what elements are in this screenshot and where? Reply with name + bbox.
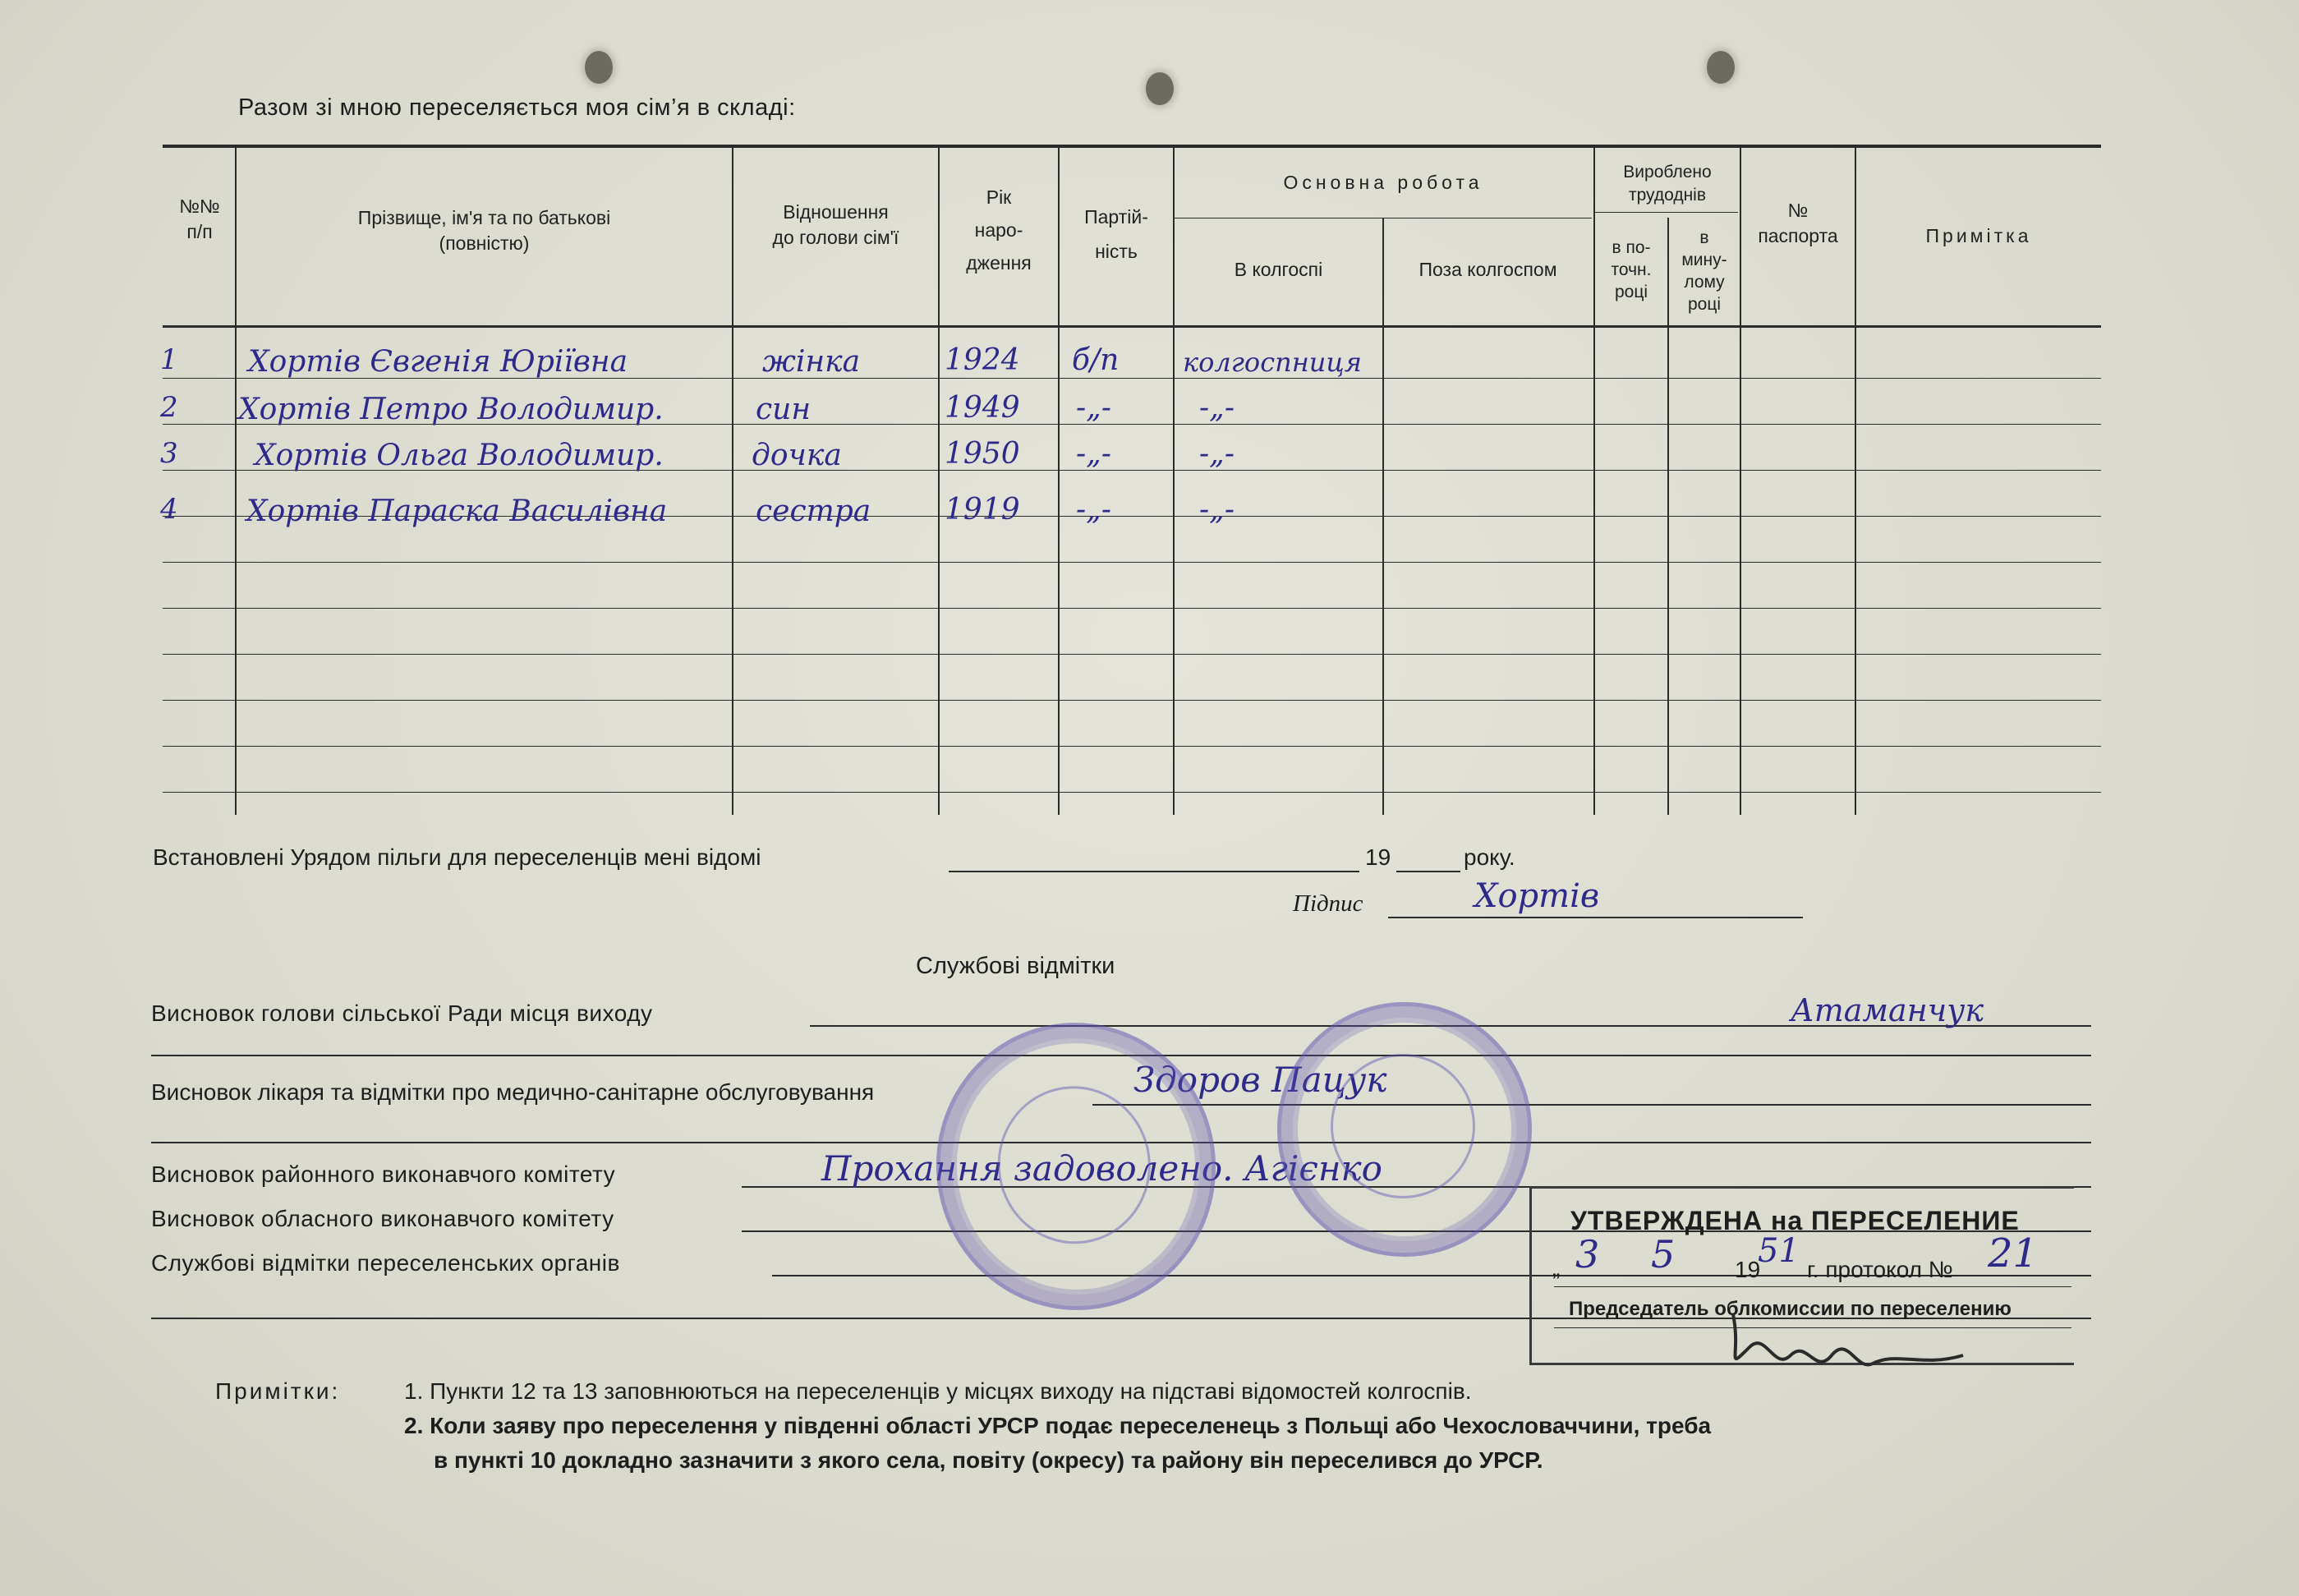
- col-party-header: Партій- ність: [1084, 206, 1148, 262]
- approval-protocol-label: г. протокол №: [1807, 1257, 1953, 1282]
- col-note-header: Примітка: [1925, 225, 2032, 246]
- col-current-year-header: в по- точн. році: [1611, 238, 1652, 301]
- signature-value: Хортів: [1474, 877, 1600, 915]
- round-stamp-left: [917, 1005, 1234, 1328]
- row-num: 1: [160, 343, 178, 376]
- approval-chair: Председатель облкомиссии по переселению: [1569, 1298, 2012, 1320]
- col-in-kolhosp-header: В колгоспі: [1234, 259, 1323, 280]
- row-party: -„-: [1076, 437, 1111, 471]
- row-work: -„-: [1199, 437, 1235, 471]
- row-work: -„-: [1199, 493, 1235, 527]
- row-party: -„-: [1076, 391, 1111, 425]
- approval-date-month: 5: [1651, 1232, 1676, 1276]
- note-1: 1. Пункти 12 та 13 заповнюються на переселенців у місцях виходу на підставі відомостей колгоспів.: [404, 1378, 1472, 1404]
- approval-date-day: 3: [1575, 1232, 1600, 1276]
- doctor-label: Висновок лікаря та відмітки про медично-санітарне обслуговування: [151, 1079, 875, 1105]
- row-relation: сестра: [756, 494, 871, 528]
- note-2-line-2: в пункті 10 докладно зазначити з якого села, повіту (окресу) та району він переселився до УРСР.: [434, 1447, 1543, 1473]
- family-intro: Разом зі мною переселяється моя сім’я в складі:: [238, 94, 796, 121]
- benefits-label: Встановлені Урядом пільги для переселенців мені відомі: [153, 844, 761, 870]
- col-last-year-header: в мину- лому році: [1681, 228, 1727, 314]
- approval-open-quote: „: [1552, 1255, 1561, 1281]
- row-relation: дочка: [752, 439, 842, 472]
- district-label: Висновок районного виконавчого комітету: [151, 1161, 616, 1187]
- row-name: Хортів Параска Василівна: [246, 494, 668, 528]
- approval-protocol-value: 21: [1988, 1230, 2039, 1276]
- punch-hole: [1707, 51, 1735, 84]
- col-birth-header: Рік наро- дження: [966, 186, 1032, 274]
- row-name: Хортів Петро Володимир.: [238, 393, 664, 426]
- punch-hole: [1146, 72, 1174, 105]
- col-outside-kolhosp-header: Поза колгоспом: [1418, 259, 1557, 280]
- resettlement-label: Службові відмітки переселенських органів: [151, 1250, 620, 1276]
- row-year: 1950: [945, 437, 1020, 471]
- village-council-label: Висновок голови сільської Ради місця виходу: [151, 1000, 653, 1026]
- row-party: б/п: [1072, 343, 1120, 377]
- approval-title: УТВЕРЖДЕНА на ПЕРЕСЕЛЕНИЕ: [1570, 1206, 2020, 1235]
- row-year: 1949: [945, 391, 1020, 425]
- col-num-header: №№ п/п: [179, 195, 220, 242]
- row-party: -„-: [1076, 493, 1111, 527]
- doctor-value: Здоров Пацук: [1133, 1060, 1387, 1100]
- col-passport-header: № паспорта: [1758, 200, 1838, 246]
- row-work: -„-: [1199, 391, 1235, 425]
- approval-year-prefix: 19: [1735, 1257, 1761, 1282]
- chair-signature: [1717, 1298, 1979, 1388]
- regional-label: Висновок обласного виконавчого комітету: [151, 1206, 614, 1231]
- note-2-line-1: 2. Коли заяву про переселення у південні області УРСР подає переселенець з Польщі або Чехословаччини, треба: [404, 1413, 1712, 1438]
- village-council-value: Атаманчук: [1791, 992, 1984, 1028]
- benefits-year-prefix: 19: [1365, 844, 1391, 870]
- col-name-header: Прізвище, ім'я та по батькові (повністю): [357, 207, 611, 254]
- signature-label: Підпис: [1293, 890, 1363, 917]
- row-num: 4: [160, 493, 178, 526]
- notes-label: Примітки:: [215, 1378, 341, 1404]
- col-main-work-header: Основна робота: [1283, 172, 1483, 193]
- row-year: 1919: [945, 493, 1020, 527]
- row-num: 2: [160, 391, 178, 424]
- row-name: Хортів Ольга Володимир.: [255, 439, 664, 472]
- district-value: Прохання задоволено. Агієнко: [821, 1148, 1382, 1189]
- round-stamp-right: [1277, 1002, 1532, 1257]
- row-year: 1924: [945, 343, 1020, 377]
- row-work: колгоспниця: [1183, 347, 1362, 378]
- col-workdays-header: Вироблено трудоднів: [1623, 163, 1712, 205]
- col-relation-header: Відношення до голови сім'ї: [772, 201, 899, 248]
- benefits-year-suffix: року.: [1464, 844, 1515, 870]
- row-relation: жінка: [762, 345, 861, 379]
- official-title: Службові відмітки: [916, 953, 1115, 979]
- row-name: Хортів Євгенія Юріївна: [248, 345, 628, 379]
- punch-hole: [585, 51, 613, 84]
- row-relation: син: [756, 393, 812, 426]
- approval-year-hw: 51: [1758, 1232, 1800, 1270]
- row-num: 3: [160, 437, 178, 470]
